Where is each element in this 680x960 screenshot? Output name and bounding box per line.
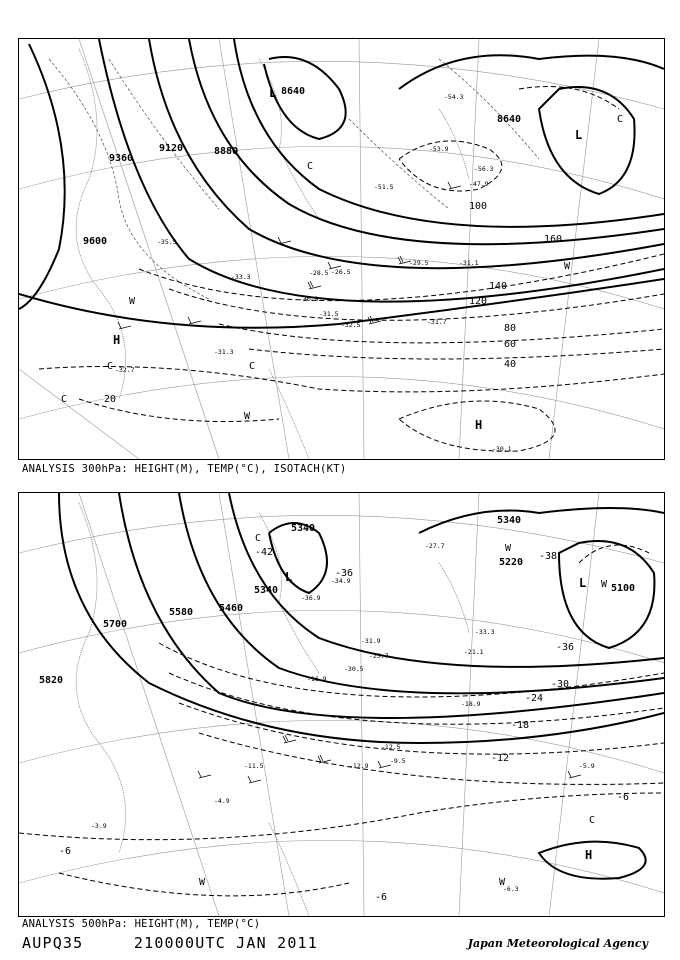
coastline bbox=[76, 49, 469, 459]
chart-id: AUPQ35 bbox=[22, 934, 84, 952]
temp-label: -5.9 bbox=[579, 762, 595, 770]
chart-code bbox=[22, 934, 318, 952]
cold-symbol: C bbox=[61, 394, 68, 405]
temp-label: -4.9 bbox=[214, 797, 230, 805]
temp-label: -53.9 bbox=[429, 145, 449, 153]
map-500hpa-svg bbox=[19, 493, 664, 916]
cold-symbol: C bbox=[307, 161, 314, 172]
temp-label: -30.5 bbox=[344, 665, 364, 673]
isotherm-label: -42 bbox=[255, 547, 274, 558]
temp-label: -32.5 bbox=[341, 321, 361, 329]
isotach-label: 120 bbox=[469, 296, 488, 307]
warm-symbol: W bbox=[505, 543, 512, 554]
height-label: 9360 bbox=[109, 153, 134, 164]
caption-300hpa: ANALYSIS 300hPa: HEIGHT(M), TEMP(°C), ISOTACH(KT) bbox=[22, 463, 347, 475]
height-label: 5100 bbox=[611, 583, 636, 594]
isotach-label: 80 bbox=[504, 323, 517, 334]
temp-label: -28.5 bbox=[309, 269, 329, 277]
isotherm-label: -6 bbox=[59, 846, 72, 857]
isotach-label: 160 bbox=[544, 234, 563, 245]
isotherm-label: -30 bbox=[551, 679, 570, 690]
warm-symbol: W bbox=[199, 877, 206, 888]
isotherm-label: -36 bbox=[335, 568, 354, 579]
temp-label: -31.7 bbox=[427, 318, 447, 326]
height-label: 9120 bbox=[159, 143, 184, 154]
low-center: L bbox=[269, 86, 277, 100]
temp-label: -31.9 bbox=[361, 637, 381, 645]
temp-label: -33.3 bbox=[475, 628, 495, 636]
height-label: 5340 bbox=[254, 585, 279, 596]
isotach-label: 140 bbox=[489, 281, 508, 292]
temp-label: -31.5 bbox=[319, 310, 339, 318]
warm-symbol: W bbox=[601, 579, 608, 590]
height-label: 5700 bbox=[103, 619, 128, 630]
height-label: 8640 bbox=[497, 114, 522, 125]
temp-label: -33.3 bbox=[231, 273, 251, 281]
temp-label: -11.5 bbox=[244, 762, 264, 770]
isotach-label: 60 bbox=[504, 339, 517, 350]
warm-symbol: W bbox=[244, 411, 251, 422]
high-center: H bbox=[113, 333, 121, 347]
map-panel-300hpa bbox=[18, 38, 665, 460]
temp-label: -36.9 bbox=[301, 594, 321, 602]
temp-label: -56.3 bbox=[474, 165, 494, 173]
temp-label: -34.9 bbox=[331, 577, 351, 585]
temp-label: -31.3 bbox=[214, 348, 234, 356]
temp-label: -6.3 bbox=[503, 885, 519, 893]
agency-name: Japan Meteorological Agency bbox=[467, 937, 648, 950]
cold-symbol: C bbox=[589, 815, 596, 826]
height-contours bbox=[19, 39, 664, 328]
temp-label: -25.7 bbox=[369, 652, 389, 660]
cold-symbol: C bbox=[107, 361, 114, 372]
isotherm-label: -12 bbox=[491, 753, 510, 764]
high-center: H bbox=[585, 848, 593, 862]
isotach-contours bbox=[39, 87, 664, 452]
warm-symbol: W bbox=[129, 296, 136, 307]
isotherm-label: -6 bbox=[375, 892, 388, 903]
temp-label: -51.5 bbox=[374, 183, 394, 191]
warm-symbol: W bbox=[564, 261, 571, 272]
height-label: 5580 bbox=[169, 607, 194, 618]
graticule bbox=[19, 493, 664, 916]
caption-500hpa: ANALYSIS 500hPa: HEIGHT(M), TEMP(°C) bbox=[22, 918, 261, 930]
temp-label: -30.1 bbox=[492, 445, 512, 453]
temp-label: -18.9 bbox=[461, 700, 481, 708]
isotherm-label: -6 bbox=[617, 792, 630, 803]
cold-symbol: C bbox=[617, 114, 624, 125]
isotach-label: 100 bbox=[469, 201, 488, 212]
isotherm-label: -18 bbox=[511, 720, 530, 731]
temp-label: -3.9 bbox=[91, 822, 107, 830]
height-label: 5340 bbox=[291, 523, 316, 534]
temp-label: -12.9 bbox=[349, 762, 369, 770]
isotherm-label: -36 bbox=[556, 642, 575, 653]
pressure-center-group bbox=[113, 86, 582, 432]
low-center: L bbox=[575, 128, 583, 142]
temp-label: -47.9 bbox=[469, 180, 489, 188]
height-label: 9600 bbox=[83, 236, 108, 247]
height-label: 5460 bbox=[219, 603, 244, 614]
height-label: 5340 bbox=[497, 515, 522, 526]
temp-label: -16.9 bbox=[307, 675, 327, 683]
map-300hpa-svg bbox=[19, 39, 664, 459]
temp-label: -9.5 bbox=[390, 757, 406, 765]
height-label: 5820 bbox=[39, 675, 64, 686]
isotherm-label-group bbox=[59, 547, 629, 903]
temp-label: -31.1 bbox=[459, 259, 479, 267]
temp-label: -26.5 bbox=[331, 268, 351, 276]
temp-label: -29.5 bbox=[409, 259, 429, 267]
height-label-group bbox=[83, 86, 521, 247]
high-center: H bbox=[475, 418, 483, 432]
warm-symbol: W bbox=[499, 877, 506, 888]
temp-label: -21.1 bbox=[464, 648, 484, 656]
cold-symbol: C bbox=[255, 533, 262, 544]
low-center: L bbox=[579, 576, 587, 590]
isotach-label: 20 bbox=[104, 394, 117, 405]
isotherm-label: -24 bbox=[525, 693, 544, 704]
height-label: 8640 bbox=[281, 86, 306, 97]
temp-label: -27.7 bbox=[425, 542, 445, 550]
low-center: L bbox=[285, 570, 293, 584]
temp-label: -30.9 bbox=[299, 295, 319, 303]
isotherm-label: -38 bbox=[539, 551, 558, 562]
height-label: 5220 bbox=[499, 557, 524, 568]
temp-label: -54.3 bbox=[444, 93, 464, 101]
isotach-label: 40 bbox=[504, 359, 517, 370]
temp-label: -12.5 bbox=[381, 743, 401, 751]
height-label: 8880 bbox=[214, 146, 239, 157]
map-panel-500hpa bbox=[18, 492, 665, 917]
temp-label: -32.7 bbox=[115, 366, 135, 374]
cold-symbol: C bbox=[249, 361, 256, 372]
chart-time: 210000UTC JAN 2011 bbox=[133, 934, 319, 952]
temp-label: -35.5 bbox=[157, 238, 177, 246]
